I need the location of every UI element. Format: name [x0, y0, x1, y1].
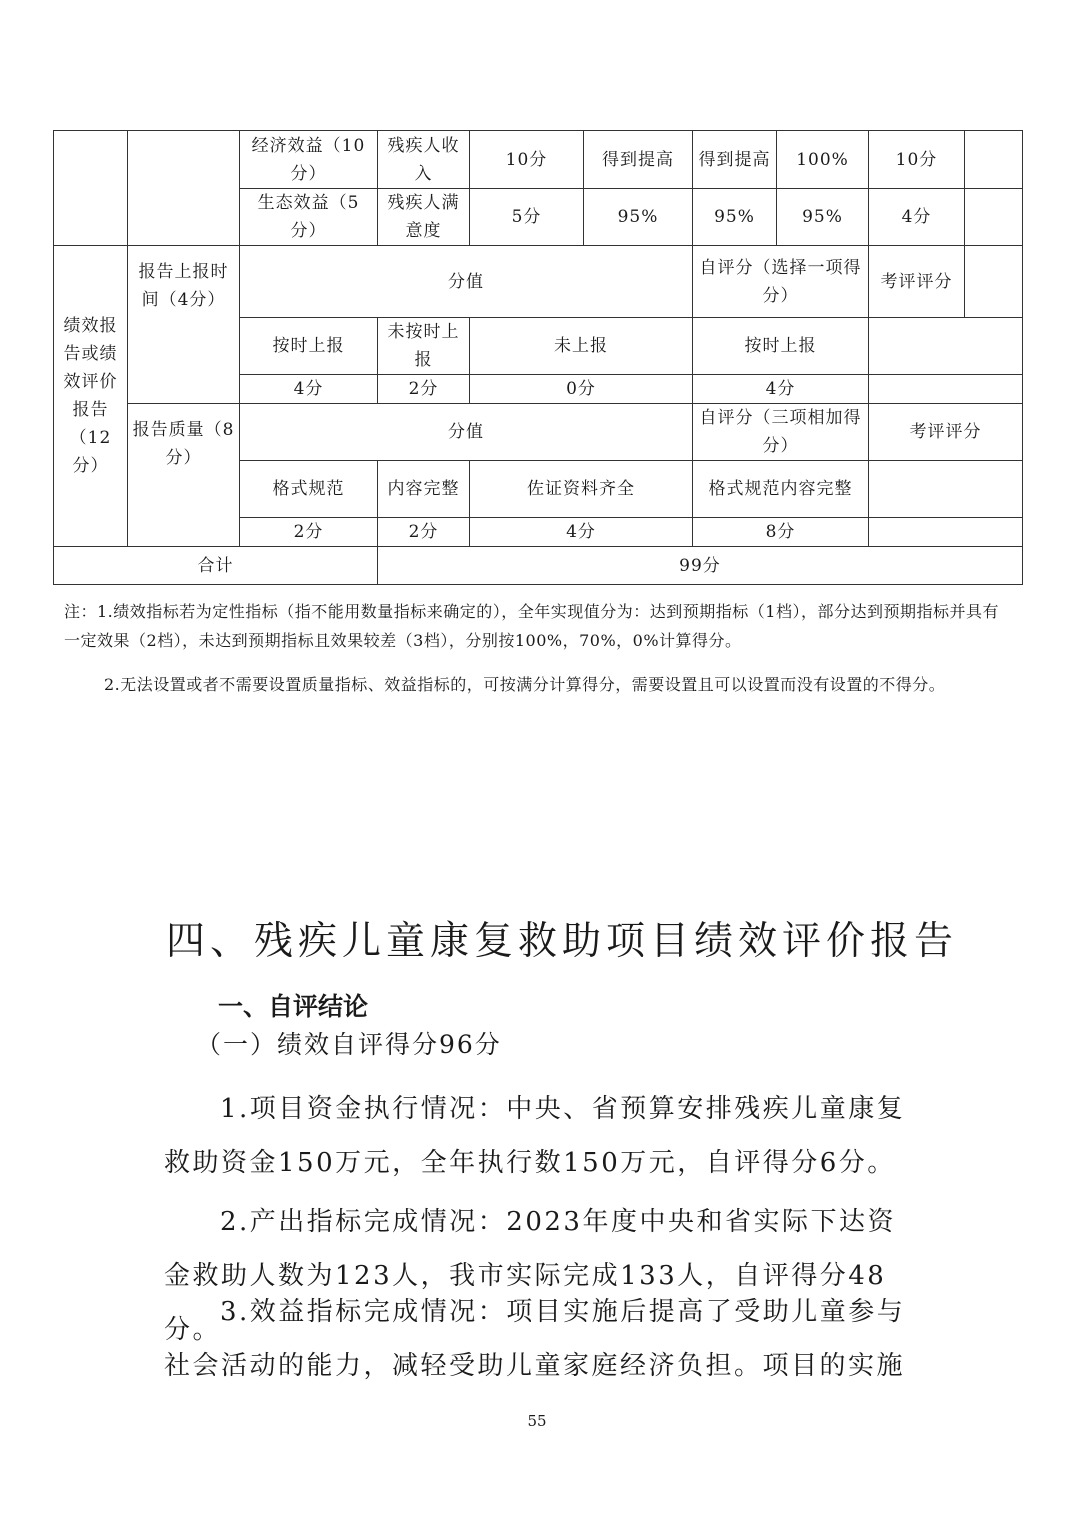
report-quality-label: 报告质量（8分） [128, 404, 240, 547]
self-score-cell: 8分 [693, 518, 869, 547]
score-cell: 4分 [240, 375, 378, 404]
value-cell: 95% [777, 189, 869, 246]
value-header: 分值 [240, 404, 693, 461]
report-time-label: 报告上报时间（4分） [128, 246, 240, 404]
indicator-cell: 残疾人收入 [378, 131, 470, 189]
self-score-cell: 4分 [693, 375, 869, 404]
option-cell: 格式规范 [240, 461, 378, 518]
blank-cell [869, 318, 1023, 375]
value-cell: 得到提高 [584, 131, 693, 189]
value-cell: 5分 [470, 189, 584, 246]
performance-table [53, 130, 1023, 585]
section-heading: 一、自评结论 [218, 992, 369, 1021]
review-header: 考评评分 [869, 404, 1023, 461]
page-number: 55 [527, 1412, 547, 1430]
section-label: 绩效报告或绩效评价报告（12分） [54, 246, 128, 547]
value-cell: 10分 [869, 131, 965, 189]
option-cell: 按时上报 [240, 318, 378, 375]
review-header: 考评评分 [869, 246, 965, 318]
value-cell: 10分 [470, 131, 584, 189]
indicator-cell: 生态效益（5分） [240, 189, 378, 246]
option-cell: 内容完整 [378, 461, 470, 518]
blank-cell [869, 518, 1023, 547]
self-value-cell: 按时上报 [693, 318, 869, 375]
subsection-heading: （一）绩效自评得分96分 [196, 1030, 502, 1059]
blank-cell [965, 131, 1023, 189]
self-value-cell: 格式规范内容完整 [693, 461, 869, 518]
paragraph-1: 1.项目资金执行情况：中央、省预算安排残疾儿童康复救助资金150万元，全年执行数150万元，自评得分6分。 [164, 1094, 906, 1178]
value-cell: 100% [777, 131, 869, 189]
total-value: 99分 [378, 547, 1023, 585]
option-cell: 未上报 [470, 318, 693, 375]
option-cell: 未按时上报 [378, 318, 470, 375]
blank-cell [54, 131, 128, 246]
page-heading: 四、残疾儿童康复救助项目绩效评价报告 [166, 919, 959, 964]
value-cell: 4分 [869, 189, 965, 246]
blank-cell [128, 131, 240, 246]
total-label: 合计 [54, 547, 378, 585]
score-cell: 2分 [240, 518, 378, 547]
paragraph-2: 2.产出指标完成情况：2023年度中央和省实际下达资金救助人数为123人，我市实际完成133人，自评得分48分。 [164, 1207, 896, 1345]
blank-cell [869, 375, 1023, 404]
score-cell: 2分 [378, 518, 470, 547]
value-cell: 得到提高 [693, 131, 777, 189]
indicator-cell: 经济效益（10分） [240, 131, 378, 189]
option-cell: 佐证资料齐全 [470, 461, 693, 518]
score-cell: 2分 [378, 375, 470, 404]
blank-cell [869, 461, 1023, 518]
indicator-cell: 残疾人满意度 [378, 189, 470, 246]
note-2: 2.无法设置或者不需要设置质量指标、效益指标的，可按满分计算得分，需要设置且可以设置而没有设置的不得分。 [104, 675, 946, 694]
value-cell: 95% [693, 189, 777, 246]
blank-cell [965, 189, 1023, 246]
blank-cell [965, 246, 1023, 318]
score-cell: 0分 [470, 375, 693, 404]
paragraph-3: 3.效益指标完成情况：项目实施后提高了受助儿童参与社会活动的能力，减轻受助儿童家庭经济负担。项目的实施 [164, 1297, 906, 1381]
note-1: 注：1.绩效指标若为定性指标（指不能用数量指标来确定的），全年实现值分为：达到预期指标（1档），部分达到预期指标并具有一定效果（2档），未达到预期指标且效果较差（3档），分别按100%，70%，0%计算得分。 [64, 602, 999, 650]
score-cell: 4分 [470, 518, 693, 547]
value-header: 分值 [240, 246, 693, 318]
value-cell: 95% [584, 189, 693, 246]
self-score-header: 自评分（三项相加得分） [693, 404, 869, 461]
self-score-header: 自评分（选择一项得分） [693, 246, 869, 318]
